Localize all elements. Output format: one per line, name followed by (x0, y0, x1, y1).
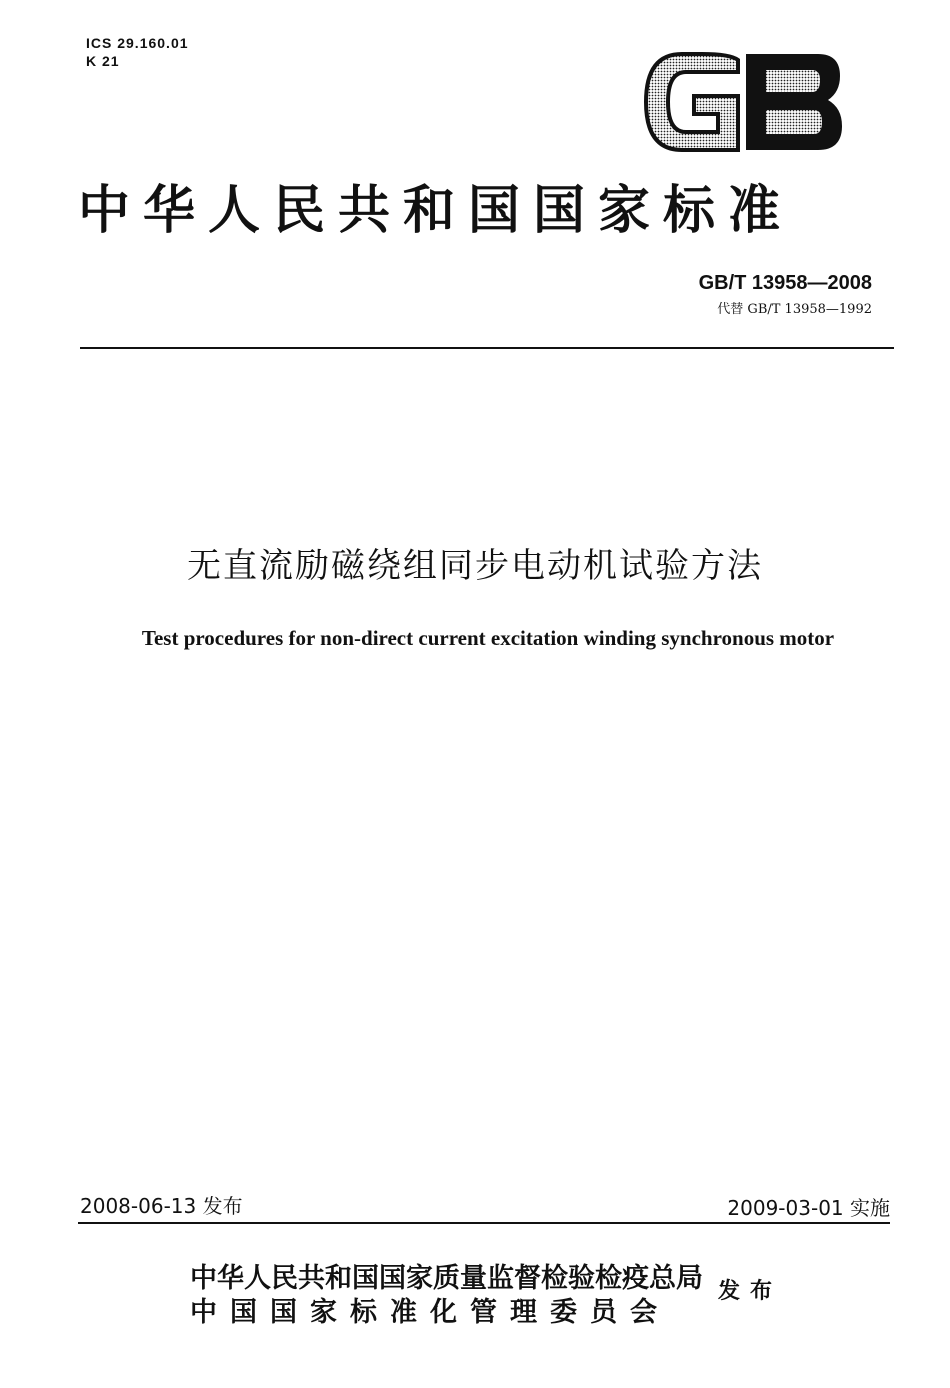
bottom-divider (78, 1222, 890, 1224)
replaces-standard: 代替 GB/T 13958—1992 (717, 302, 872, 317)
ccs-code: K 21 (86, 53, 120, 69)
ics-code: ICS 29.160.01 (86, 35, 189, 51)
classification-codes (86, 34, 189, 70)
issue-date: 2008-06-13 发布 (80, 1194, 243, 1218)
english-title: Test procedures for non-direct current excitation winding synchronous motor (141, 626, 835, 650)
standard-number: GB/T 13958—2008 (698, 272, 872, 294)
national-standard-heading: 中华人民共和国国家标准 (78, 181, 794, 241)
implementation-date: 2009-03-01 实施 (727, 1196, 890, 1220)
gb-logo (642, 52, 844, 152)
issuer-sac: 中国国家标准化管理委员会 (190, 1297, 670, 1328)
publish-label: 发布 (718, 1279, 783, 1304)
issuer-aqsiq: 中华人民共和国国家质量监督检验检疫总局 (190, 1263, 703, 1294)
chinese-title: 无直流励磁绕组同步电动机试验方法 (187, 546, 763, 586)
top-divider (80, 347, 894, 349)
